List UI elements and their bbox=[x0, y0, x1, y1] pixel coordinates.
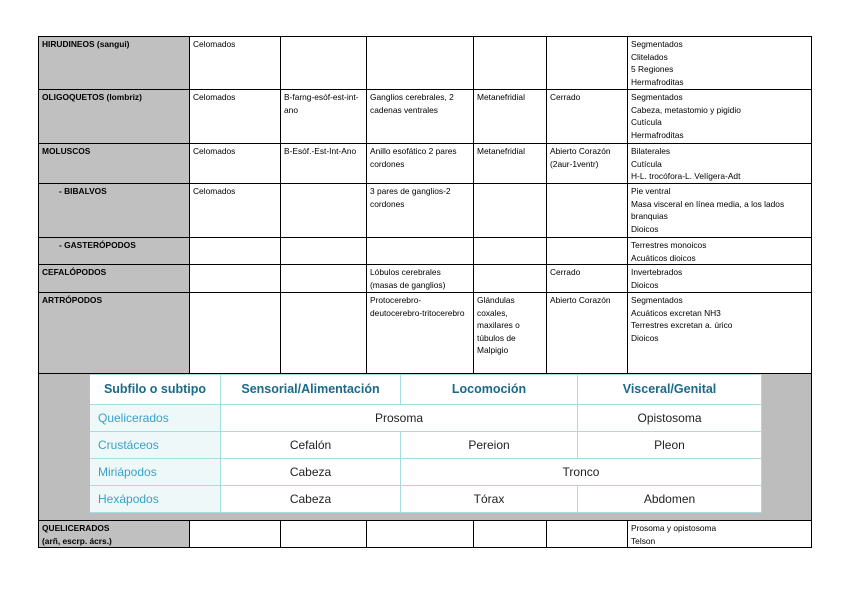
trait-line: Dioicos bbox=[631, 279, 659, 290]
trait-line: Hermafroditas bbox=[631, 76, 684, 87]
trait-line: Segmentados bbox=[631, 92, 683, 102]
trait-line: Segmentados bbox=[631, 39, 683, 49]
torax-cell: Tórax bbox=[401, 486, 578, 513]
table-cell bbox=[281, 521, 367, 548]
taxon-name-line: (arñ, escrp. ácrs.) bbox=[42, 535, 112, 546]
table-cell bbox=[474, 184, 547, 238]
table-row bbox=[39, 144, 812, 184]
table-cell: Cerrado bbox=[547, 265, 628, 293]
table-cell: Metanefridial bbox=[474, 90, 547, 144]
classification-table bbox=[38, 36, 812, 548]
arthropod-subphylum-panel bbox=[39, 374, 812, 521]
table-cell: Cerrado bbox=[547, 90, 628, 144]
table-cell bbox=[367, 238, 474, 265]
taxon-name bbox=[39, 521, 190, 548]
taxon-name: CEFALÓPODOS bbox=[39, 265, 190, 293]
gray-spacer bbox=[40, 405, 90, 432]
taxon-name: HIRUDINEOS (sangui) bbox=[39, 37, 190, 90]
table-cell bbox=[190, 265, 281, 293]
table-cell bbox=[367, 37, 474, 90]
table-cell: 3 pares de ganglios-2 cordones bbox=[367, 184, 474, 238]
table-cell: B-Esóf.-Est-Int-Ano bbox=[281, 144, 367, 184]
traits-cell bbox=[628, 265, 812, 293]
subphylum-name: Crustáceos bbox=[90, 432, 221, 459]
table-cell: Abierto Corazón (2aur-1ventr) bbox=[547, 144, 628, 184]
subtable-row-hexapodos bbox=[40, 486, 811, 513]
trait-line: Prosoma y opistosoma bbox=[631, 523, 717, 533]
cabeza-cell: Cabeza bbox=[221, 486, 401, 513]
gray-spacer bbox=[762, 432, 811, 459]
table-cell: Anillo esofático 2 pares cordones bbox=[367, 144, 474, 184]
subtable-header: Locomoción bbox=[401, 375, 578, 405]
trait-line: Cutícula bbox=[631, 158, 662, 169]
trait-line: Bilaterales bbox=[631, 146, 671, 156]
subtable-header: Subfilo o subtipo bbox=[90, 375, 221, 405]
gray-spacer bbox=[40, 375, 90, 405]
taxon-name: MOLUSCOS bbox=[39, 144, 190, 184]
table-row bbox=[39, 521, 812, 548]
table-cell bbox=[281, 265, 367, 293]
traits-cell bbox=[628, 90, 812, 144]
gray-spacer bbox=[40, 486, 90, 513]
traits-cell bbox=[628, 144, 812, 184]
table-cell bbox=[281, 184, 367, 238]
table-cell bbox=[190, 521, 281, 548]
traits-cell bbox=[628, 37, 812, 90]
trait-line: Dioicos bbox=[631, 223, 659, 234]
table-cell bbox=[547, 238, 628, 265]
table-row bbox=[39, 238, 812, 265]
table-cell: Protocerebro-deutocerebro-tritocerebro bbox=[367, 293, 474, 374]
taxon-name-line: QUELICERADOS bbox=[42, 523, 110, 533]
abdomen-cell: Abdomen bbox=[578, 486, 762, 513]
traits-cell bbox=[628, 238, 812, 265]
subtable-header: Sensorial/Alimentación bbox=[221, 375, 401, 405]
subtable-row-miriapodos bbox=[40, 459, 811, 486]
taxon-name: OLIGOQUETOS (lombriz) bbox=[39, 90, 190, 144]
gray-spacer bbox=[40, 432, 90, 459]
table-cell bbox=[281, 293, 367, 374]
table-cell bbox=[547, 184, 628, 238]
table-cell bbox=[474, 265, 547, 293]
table-cell bbox=[474, 37, 547, 90]
trait-line: Segmentados bbox=[631, 295, 683, 305]
trait-line: Masa visceral en línea media, a los lados branquias bbox=[631, 198, 785, 221]
table-row bbox=[39, 293, 812, 374]
table-row bbox=[39, 184, 812, 238]
taxon-name: - GASTERÓPODOS bbox=[39, 238, 190, 265]
table-cell: Ganglios cerebrales, 2 cadenas ventrales bbox=[367, 90, 474, 144]
trait-line: Hermafroditas bbox=[631, 129, 684, 140]
cefalon-cell: Cefalón bbox=[221, 432, 401, 459]
subtable-row-crustaceos bbox=[40, 432, 811, 459]
gray-spacer bbox=[762, 486, 811, 513]
table-row bbox=[39, 265, 812, 293]
subtable-row bbox=[39, 374, 812, 521]
subtable-row-quelicerados bbox=[40, 405, 811, 432]
taxon-name: - BIBALVOS bbox=[39, 184, 190, 238]
subtable-header: Visceral/Genital bbox=[578, 375, 762, 405]
table-cell bbox=[190, 238, 281, 265]
traits-cell bbox=[628, 293, 812, 374]
trait-line: Dioicos bbox=[631, 332, 659, 343]
gray-spacer bbox=[762, 459, 811, 486]
subtable-header-row bbox=[40, 375, 811, 405]
table-cell: Glándulas coxales, maxilares o túbulos de Malpigio bbox=[474, 293, 547, 374]
subphylum-name: Hexápodos bbox=[90, 486, 221, 513]
trait-line: H-L. trocófora-L. Velígera-Adt bbox=[631, 171, 741, 181]
table-cell: Metanefridial bbox=[474, 144, 547, 184]
trait-line: Acuáticos dioicos bbox=[631, 252, 696, 263]
table-cell bbox=[367, 521, 474, 548]
subphylum-name: Quelicerados bbox=[90, 405, 221, 432]
gray-spacer bbox=[40, 459, 90, 486]
table-cell: Abierto Corazón bbox=[547, 293, 628, 374]
trait-line: Terrestres monoicos bbox=[631, 240, 707, 250]
pereion-cell: Pereion bbox=[401, 432, 578, 459]
trait-line: 5 Regiones bbox=[631, 64, 674, 74]
pleon-cell: Pleon bbox=[578, 432, 762, 459]
table-row bbox=[39, 37, 812, 90]
subphylum-name: Miriápodos bbox=[90, 459, 221, 486]
trait-line: Acuáticos excretan NH3 bbox=[631, 307, 721, 318]
traits-cell bbox=[628, 184, 812, 238]
traits-cell bbox=[628, 521, 812, 548]
table-cell bbox=[547, 521, 628, 548]
table-row bbox=[39, 90, 812, 144]
table-cell: Celomados bbox=[190, 37, 281, 90]
trait-line: Pie ventral bbox=[631, 186, 671, 196]
opistosoma-cell: Opistosoma bbox=[578, 405, 762, 432]
taxon-name: ARTRÓPODOS bbox=[39, 293, 190, 374]
table-cell bbox=[281, 238, 367, 265]
table-cell bbox=[281, 37, 367, 90]
gray-spacer bbox=[762, 375, 811, 405]
gray-spacer bbox=[762, 405, 811, 432]
table-cell: Celomados bbox=[190, 144, 281, 184]
trait-line: Clitelados bbox=[631, 51, 668, 62]
table-cell bbox=[547, 37, 628, 90]
table-cell: Celomados bbox=[190, 90, 281, 144]
prosoma-cell: Prosoma bbox=[221, 405, 578, 432]
table-cell: Lóbulos cerebrales (masas de ganglios) bbox=[367, 265, 474, 293]
trait-line: Cabeza, metastomio y pigidio bbox=[631, 104, 741, 115]
arthropod-subphylum-table bbox=[39, 374, 811, 513]
trait-line: Cutícula bbox=[631, 117, 662, 127]
table-cell bbox=[474, 521, 547, 548]
table-cell: B-farng-esóf-est-int-ano bbox=[281, 90, 367, 144]
trait-line: Telson bbox=[631, 535, 656, 546]
table-cell: Celomados bbox=[190, 184, 281, 238]
table-cell bbox=[474, 238, 547, 265]
trait-line: Terrestres excretan a. úrico bbox=[631, 320, 733, 330]
tronco-cell: Tronco bbox=[401, 459, 762, 486]
cabeza-cell: Cabeza bbox=[221, 459, 401, 486]
trait-line: Invertebrados bbox=[631, 267, 683, 277]
table-cell bbox=[190, 293, 281, 374]
